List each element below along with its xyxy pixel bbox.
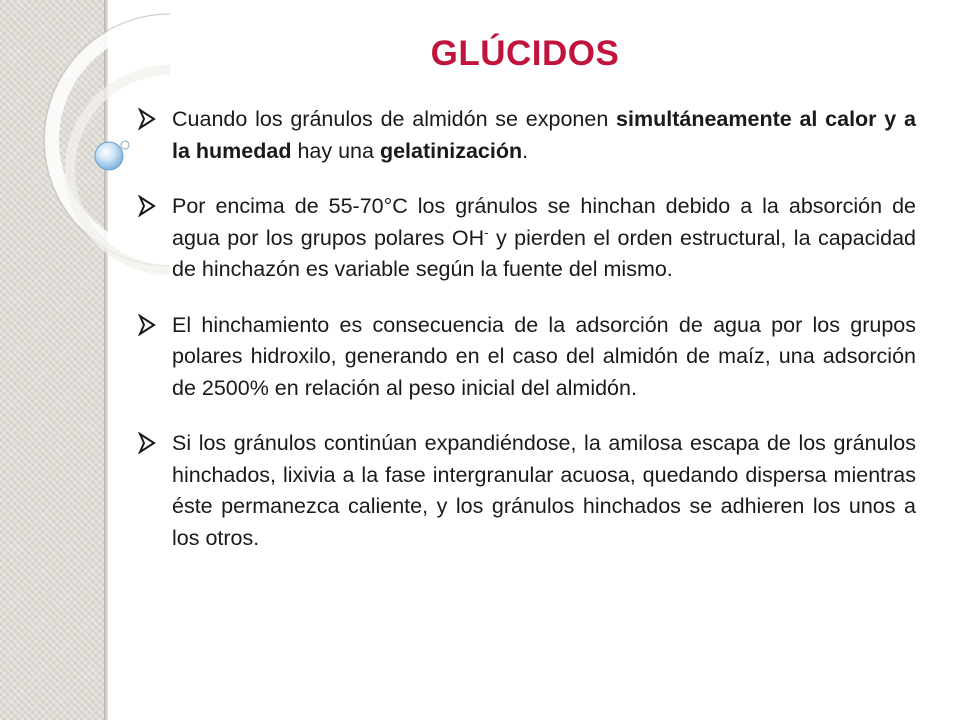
bullet-text: Cuando los gránulos de almidón se exponen simultáneamente al calor y a la humedad hay una gelatinización.: [172, 107, 916, 163]
arrow-right-bullet-icon: [138, 432, 156, 454]
bullet-list: [136, 104, 916, 578]
bullet-item: [136, 191, 916, 286]
bullet-text: Si los gránulos continúan expandiéndose, la amilosa escapa de los gránulos hinchados, lixivia a la fase intergranular acuosa, quedando dispersa mientras éste permanezca caliente, y los gránulos hinchados se adhieren los unos a los otros.: [172, 431, 916, 550]
slide-title: GLÚCIDOS: [430, 34, 620, 73]
superscript-charge: -: [484, 224, 489, 240]
arrow-right-bullet-icon: [138, 314, 156, 336]
arrow-right-bullet-icon: [138, 195, 156, 217]
arrow-right-bullet-icon: [138, 108, 156, 130]
blue-orb: [95, 142, 123, 170]
bullet-item: [136, 104, 916, 167]
bold-phrase: gelatinización: [379, 138, 523, 163]
bullet-text: El hinchamiento es consecuencia de la adsorción de agua por los grupos polares hidroxilo, generando en el caso del almidón de maíz, una adsorción de 2500% en relación al peso inicial del almidón.: [172, 312, 916, 400]
bullet-item: [136, 428, 916, 554]
bullet-item: [136, 310, 916, 405]
bullet-text: Por encima de 55-70°C los gránulos se hinchan debido a la absorción de agua por los grupos polares OH- y pierden el orden estructural, la capacidad de hinchazón es variable según la fuente del mismo.: [172, 194, 916, 281]
small-orb: [121, 141, 129, 149]
bold-phrase: simultáneamente al calor y a la humedad: [172, 107, 916, 163]
